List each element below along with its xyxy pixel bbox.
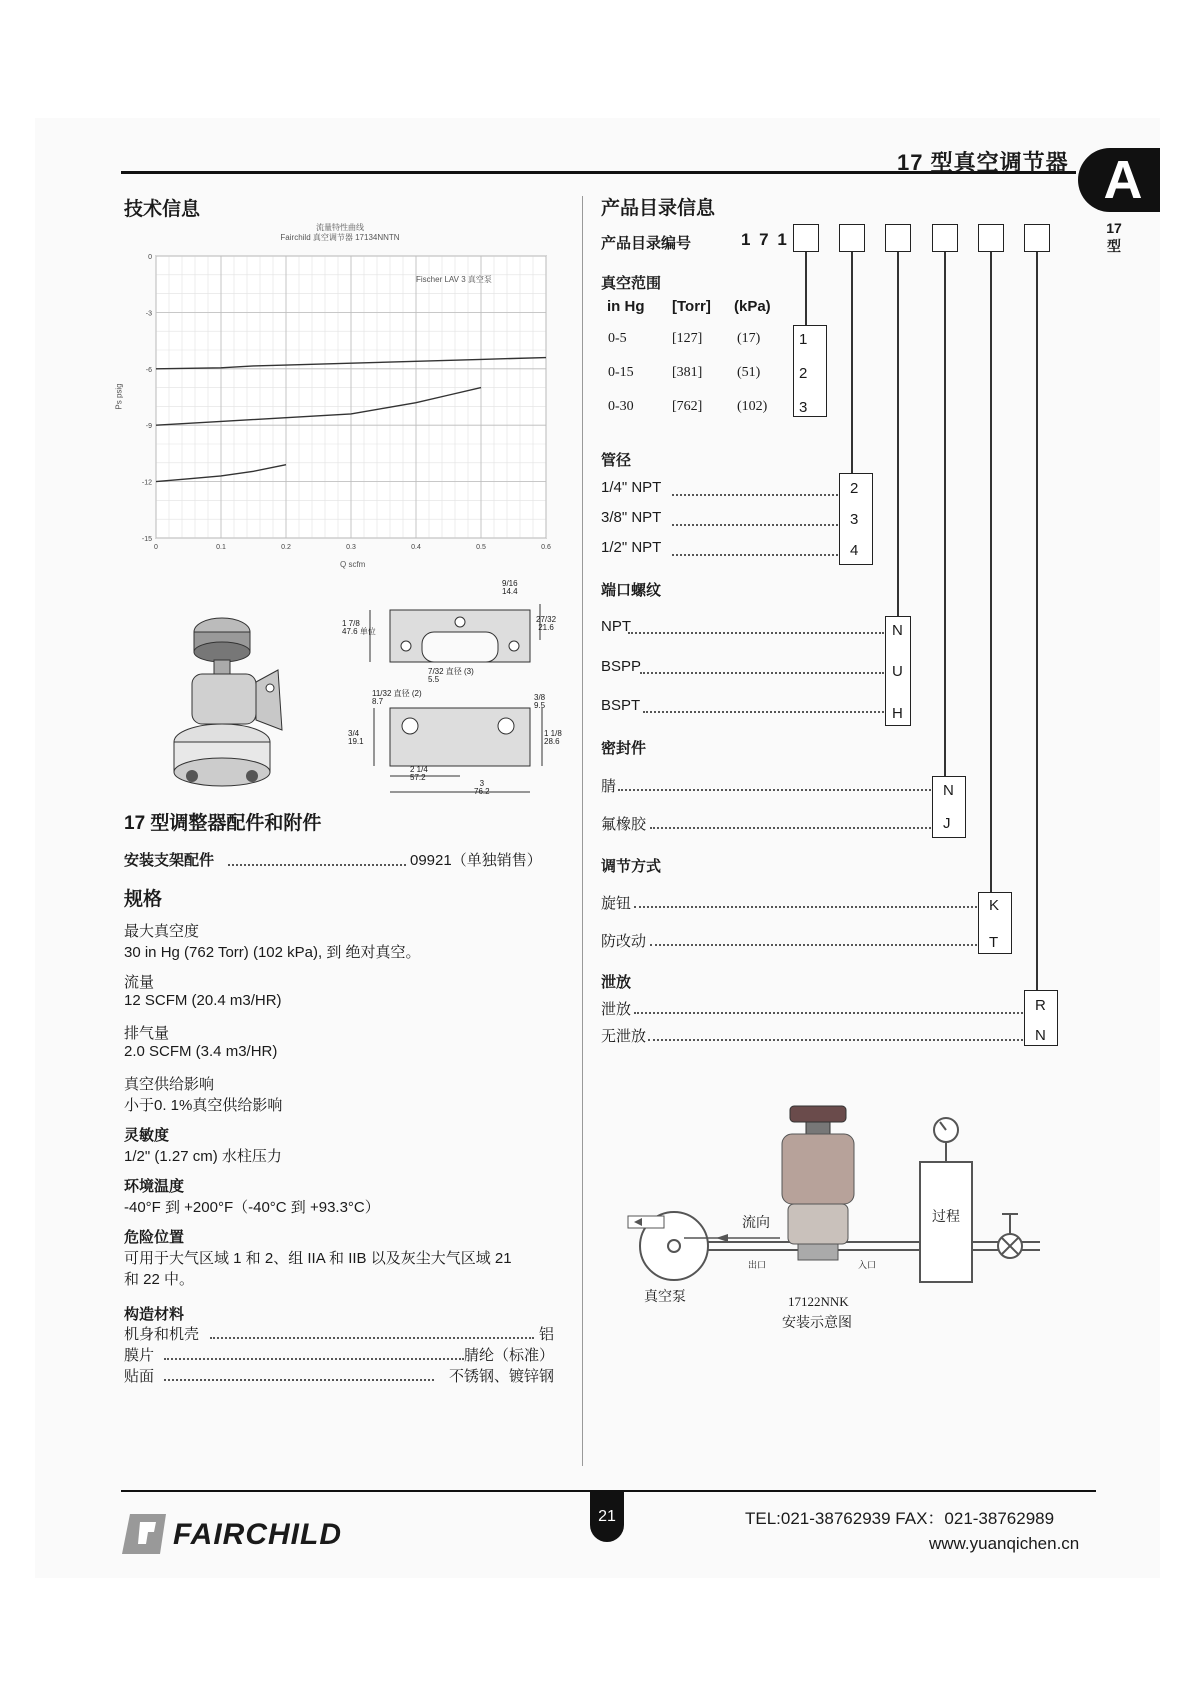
chart-svg bbox=[120, 222, 560, 572]
material-label: 膜片 bbox=[124, 1347, 155, 1364]
seal-option: 氟橡胶 bbox=[601, 816, 647, 833]
adjust-option: 旋钮 bbox=[601, 895, 632, 912]
pipe-leader bbox=[672, 524, 838, 526]
chart-caption-2: Fairchild 真空调节器 17134NNTN bbox=[280, 233, 400, 242]
catalog-number-label: 产品目录编号 bbox=[601, 235, 692, 252]
vacuum-kpa: (102) bbox=[737, 399, 768, 414]
chart-x-tick-label: 0.2 bbox=[281, 544, 291, 551]
catalog-prefix: 1 7 1 bbox=[741, 230, 789, 249]
contact-info: TEL:021-38762939 FAX：021-38762989 bbox=[745, 1509, 1055, 1528]
bracket-drawing-svg bbox=[330, 580, 570, 800]
adjust-leader bbox=[650, 944, 977, 946]
code-box-relief bbox=[1024, 224, 1050, 252]
dim-label-7: 1 1/8 28.6 bbox=[544, 729, 562, 746]
dim-label-1: 9/16 14.4 bbox=[502, 579, 518, 596]
bracket-drawing bbox=[330, 580, 570, 800]
connector-adjust bbox=[990, 252, 992, 892]
dim-label-8: 3/4 19.1 bbox=[348, 729, 364, 746]
vacuum-torr: [762] bbox=[672, 399, 703, 414]
pipe-code: 3 bbox=[850, 511, 859, 528]
dim-label-10: 3 76.2 bbox=[474, 779, 490, 796]
pipe-leader bbox=[672, 554, 838, 556]
diagram-caption: 安装示意图 bbox=[782, 1316, 852, 1331]
spec-value: 30 in Hg (762 Torr) (102 kPa), 到 绝对真空。 bbox=[124, 944, 421, 961]
code-box-adjust bbox=[978, 224, 1004, 252]
vacuum-col-torr: [Torr] bbox=[672, 298, 711, 315]
fairchild-logo-mark bbox=[120, 1512, 170, 1556]
bracket-value: 09921（单独销售） bbox=[410, 852, 542, 869]
connector-pipe bbox=[851, 252, 853, 473]
spec-label: 危险位置 bbox=[124, 1229, 185, 1246]
pipe-code: 2 bbox=[850, 480, 859, 497]
material-row bbox=[124, 1344, 554, 1365]
vacuum-code: 3 bbox=[799, 399, 808, 416]
section-tab: A bbox=[1078, 148, 1160, 212]
adjust-heading: 调节方式 bbox=[601, 858, 662, 875]
material-row bbox=[124, 1323, 554, 1344]
spec-value: -40°F 到 +200°F（-40°C 到 +93.3°C） bbox=[124, 1199, 380, 1216]
pipe-size-heading: 管径 bbox=[601, 452, 632, 469]
spec-list bbox=[124, 920, 564, 1300]
relief-heading: 泄放 bbox=[601, 974, 632, 991]
port-thread-heading: 端口螺纹 bbox=[601, 582, 662, 599]
adjust-leader bbox=[634, 906, 977, 908]
website-url: www.yuanqichen.cn bbox=[929, 1534, 1080, 1553]
connector-seal bbox=[944, 252, 946, 776]
dim-label-3: 1 7/8 47.6 单位 bbox=[342, 619, 376, 636]
relief-leader bbox=[634, 1012, 1023, 1014]
seal-code: J bbox=[943, 815, 951, 832]
chart-y-tick-label: -6 bbox=[145, 366, 152, 374]
materials-list bbox=[124, 1323, 554, 1386]
relief-code: N bbox=[1035, 1027, 1046, 1044]
section-tab-side-label: 17 型 bbox=[1106, 220, 1122, 254]
adjust-option: 防改动 bbox=[601, 933, 647, 950]
chart-series-annotation: Fischer LAV 3 真空泵 bbox=[416, 275, 492, 284]
spec-heading: 规格 bbox=[124, 889, 163, 910]
installation-diagram bbox=[620, 1100, 1060, 1340]
thread-code: H bbox=[892, 705, 903, 722]
spec-label: 真空供给影响 bbox=[124, 1076, 215, 1093]
material-leader bbox=[164, 1379, 434, 1381]
chart-x-tick-label: 0 bbox=[154, 544, 158, 551]
spec-value: 1/2" (1.27 cm) 水柱压力 bbox=[124, 1148, 282, 1165]
adjust-code: T bbox=[989, 934, 999, 951]
pipe-option: 1/4" NPT bbox=[601, 479, 662, 496]
chart-y-tick-label: -12 bbox=[141, 479, 152, 487]
chart-y-axis-label: Ps psig bbox=[114, 383, 124, 410]
chart-x-tick-label: 0.1 bbox=[216, 544, 226, 551]
relief-option: 无泄放 bbox=[601, 1028, 647, 1045]
spec-label: 最大真空度 bbox=[124, 923, 200, 940]
chart-y-tick-label: -15 bbox=[141, 536, 152, 543]
catalog-heading: 产品目录信息 bbox=[601, 198, 716, 219]
connector-vacuum bbox=[805, 252, 807, 325]
seal-option: 腈 bbox=[601, 778, 617, 795]
code-box-seal bbox=[932, 224, 958, 252]
spec-label: 排气量 bbox=[124, 1025, 170, 1042]
vacuum-torr: [381] bbox=[672, 365, 703, 380]
vacuum-inhg: 0-5 bbox=[608, 331, 627, 346]
seal-code: N bbox=[943, 782, 954, 799]
thread-code: N bbox=[892, 622, 903, 639]
thread-code: U bbox=[892, 663, 903, 680]
pipe-option: 3/8" NPT bbox=[601, 509, 662, 526]
chart-x-tick-label: 0.6 bbox=[541, 544, 551, 551]
vacuum-col-kpa: (kPa) bbox=[734, 298, 771, 315]
connector-thread bbox=[897, 252, 899, 616]
thread-leader bbox=[628, 632, 884, 634]
process-label: 过程 bbox=[932, 1210, 960, 1225]
material-value: 不锈钢、镀锌钢 bbox=[448, 1368, 554, 1385]
material-leader bbox=[210, 1337, 534, 1339]
chart-x-tick-label: 0.5 bbox=[476, 544, 486, 551]
dim-label-6: 3/8 9.5 bbox=[534, 693, 546, 710]
relief-option: 泄放 bbox=[601, 1001, 632, 1018]
spec-item bbox=[124, 1175, 564, 1226]
regulator-illustration bbox=[170, 610, 290, 800]
adjust-code: K bbox=[989, 897, 1000, 914]
pipe-option: 1/2" NPT bbox=[601, 539, 662, 556]
material-row bbox=[124, 1365, 554, 1386]
pipe-code: 4 bbox=[850, 542, 859, 559]
spec-value: 可用于大气区域 1 和 2、组 IIA 和 IIB 以及灰尘大气区域 21 bbox=[124, 1250, 512, 1267]
code-box-pipe bbox=[839, 224, 865, 252]
spec-item bbox=[124, 920, 564, 971]
spec-value-continued: 和 22 中。 bbox=[124, 1271, 195, 1288]
chart-y-tick-label: 0 bbox=[148, 254, 152, 261]
dim-label-4: 7/32 直径 (3) 5.5 bbox=[428, 667, 474, 684]
brand-wordmark: FAIRCHILD bbox=[173, 1518, 342, 1551]
chart-y-tick-label: -9 bbox=[145, 423, 152, 431]
model-label: 17122NNK bbox=[788, 1294, 849, 1309]
seal-heading: 密封件 bbox=[601, 740, 647, 757]
seal-leader bbox=[650, 827, 931, 829]
spec-label: 灵敏度 bbox=[124, 1127, 170, 1144]
thread-option: NPT bbox=[601, 618, 631, 635]
materials-heading: 构造材料 bbox=[124, 1306, 185, 1323]
vacuum-range-heading: 真空范围 bbox=[601, 275, 662, 292]
accessories-heading: 17 型调整器配件和附件 bbox=[124, 813, 322, 834]
spec-value: 2.0 SCFM (3.4 m3/HR) bbox=[124, 1043, 278, 1060]
header-title: 17 型真空调节器 bbox=[897, 150, 1069, 175]
page-number: 21 bbox=[590, 1490, 624, 1542]
spec-label: 环境温度 bbox=[124, 1178, 185, 1195]
spec-value: 小于0. 1%真空供给影响 bbox=[124, 1097, 283, 1114]
pipe-leader bbox=[672, 494, 838, 496]
dim-label-2: 27/32 21.6 bbox=[536, 615, 557, 632]
dim-label-9: 2 1/4 57.2 bbox=[410, 765, 428, 782]
chart-y-tick-label: -3 bbox=[145, 310, 152, 318]
column-divider bbox=[582, 196, 583, 1466]
chart-caption-1: 流量特性曲线 bbox=[316, 223, 364, 232]
code-box-vacuum bbox=[793, 224, 819, 252]
relief-leader bbox=[648, 1039, 1023, 1041]
spec-item bbox=[124, 1226, 564, 1300]
spec-item bbox=[124, 971, 564, 1022]
vacuum-code: 1 bbox=[799, 331, 808, 348]
bracket-leader bbox=[228, 864, 406, 866]
dim-label-5: 11/32 直径 (2) 8.7 bbox=[372, 689, 422, 706]
vacuum-pump-label: 真空泵 bbox=[644, 1290, 686, 1305]
seal-leader bbox=[618, 789, 931, 791]
spec-item bbox=[124, 1124, 564, 1175]
vacuum-inhg: 0-15 bbox=[608, 365, 634, 380]
tech-info-heading: 技术信息 bbox=[124, 199, 201, 220]
bracket-label: 安装支架配件 bbox=[124, 852, 215, 869]
flow-chart bbox=[114, 222, 560, 572]
vacuum-kpa: (17) bbox=[737, 331, 761, 346]
spec-label: 流量 bbox=[124, 974, 155, 991]
code-box-thread bbox=[885, 224, 911, 252]
flow-direction-label: 流向 bbox=[742, 1216, 770, 1231]
vacuum-col-inhg: in Hg bbox=[607, 298, 645, 315]
chart-x-axis-label: Q scfm bbox=[340, 560, 366, 569]
chart-x-tick-label: 0.4 bbox=[411, 544, 421, 551]
vacuum-inhg: 0-30 bbox=[608, 399, 634, 414]
spec-item bbox=[124, 1022, 564, 1073]
relief-code: R bbox=[1035, 997, 1046, 1014]
material-value: 铝 bbox=[538, 1326, 554, 1343]
spec-value: 12 SCFM (20.4 m3/HR) bbox=[124, 992, 282, 1009]
material-value: 腈纶（标准） bbox=[463, 1347, 554, 1364]
material-leader bbox=[164, 1358, 464, 1360]
material-label: 机身和机壳 bbox=[124, 1326, 200, 1343]
inlet-label: 入口 bbox=[858, 1260, 877, 1270]
thread-leader bbox=[640, 672, 884, 674]
spec-item bbox=[124, 1073, 564, 1124]
material-label: 贴面 bbox=[124, 1368, 155, 1385]
vacuum-code: 2 bbox=[799, 365, 808, 382]
thread-option: BSPT bbox=[601, 697, 641, 714]
vacuum-kpa: (51) bbox=[737, 365, 761, 380]
thread-option: BSPP bbox=[601, 658, 642, 675]
connector-relief bbox=[1036, 252, 1038, 990]
chart-x-tick-label: 0.3 bbox=[346, 544, 356, 551]
outlet-label: 出口 bbox=[748, 1260, 767, 1270]
vacuum-torr: [127] bbox=[672, 331, 703, 346]
thread-leader bbox=[643, 711, 884, 713]
